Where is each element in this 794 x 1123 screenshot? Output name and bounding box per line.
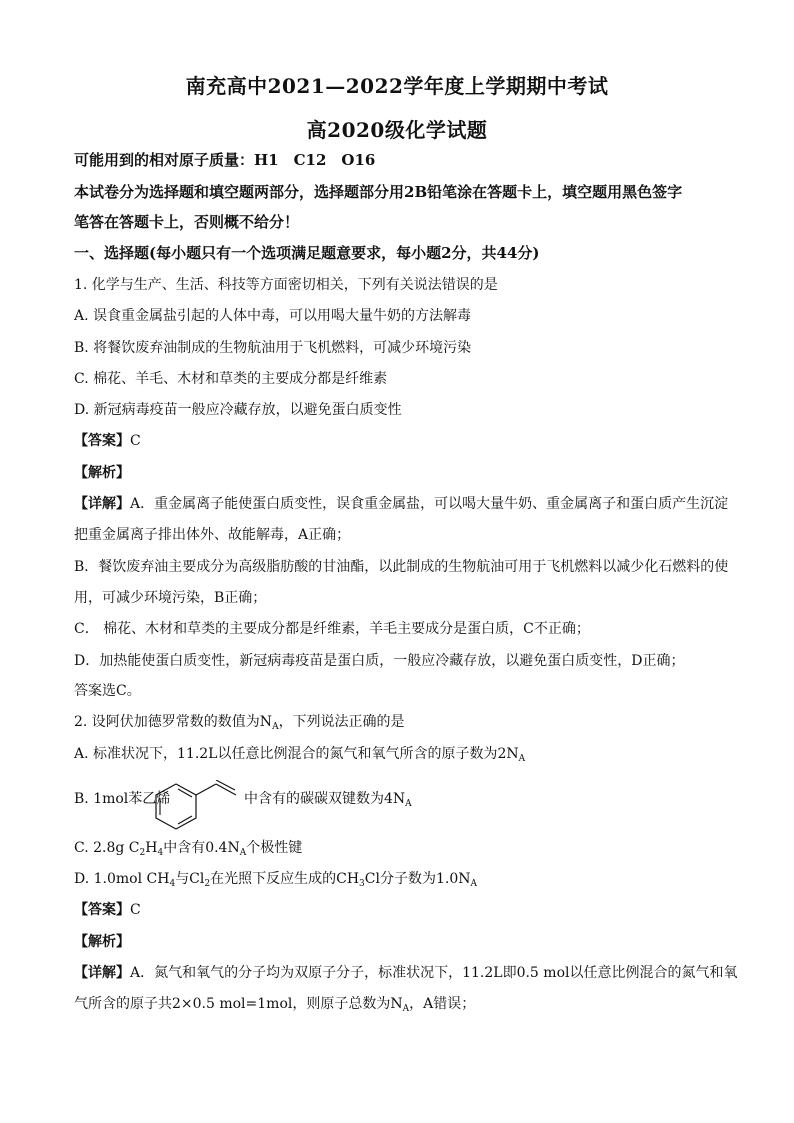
q2-option-d: D. 1.0mol $CH_4$与$Cl_2$在光照下反应生成的$CH_3Cl$分子数为$1.0N_A$ <box>74 871 477 889</box>
q2-option-b-prefix: B. 1mol苯乙烯 <box>74 791 171 807</box>
q1-stem: 1. 化学与生产、生活、科技等方面密切相关，下列有关说法错误的是 <box>74 277 498 293</box>
q1-option-c: C. 棉花、羊毛、木材和草类的主要成分都是纤维素 <box>74 371 388 387</box>
instructions-line-1: 本试卷分为选择题和填空题两部分，选择题部分用2B铅笔涂在答题卡上，填空题用黑色签字 <box>74 183 683 201</box>
q1-option-a: A. 误食重金属盐引起的人体中毒，可以用喝大量牛奶的方法解毒 <box>74 308 472 324</box>
q1-option-d: D. 新冠病毒疫苗一般应冷藏存放，以避免蛋白质变性 <box>74 402 402 418</box>
q2-option-c: C. 2.8g $C_2H_4$中含有$0.4N_A$个极性键 <box>74 840 303 858</box>
answer-tag: 【答案】 <box>74 433 130 449</box>
section-title: 一、选择题(每小题只有一个选项满足题意要求，每小题2分，共44分) <box>74 244 540 262</box>
q1-detail-a-1: 【详解】A．重金属离子能使蛋白质变性，误食重金属盐，可以喝大量牛奶、重金属离子和蛋白质产生沉淀 <box>74 496 729 512</box>
q1-detail-a-2: 把重金属离子排出体外、故能解毒，A正确； <box>74 527 351 543</box>
q1-answer-line <box>74 431 734 451</box>
exam-subtitle: 高2020级化学试题 <box>306 118 488 142</box>
q2-detail-a-2: 气所含的原子共2×0.5 mol=1mol，则原子总数为$N_A$，A错误； <box>74 996 476 1014</box>
q2-detail-a-1: 【详解】A．氮气和氧气的分子均为双原子分子，标准状况下，11.2L即0.5 mol以任意比例混合的氮气和氧 <box>74 965 738 981</box>
q1-answer: C <box>130 433 141 449</box>
q1-detail-d: D．加热能使蛋白质变性，新冠病毒疫苗是蛋白质，一般应冷藏存放，以避免蛋白质变性，D正确； <box>74 653 685 669</box>
detail-tag: 【详解】 <box>74 496 130 512</box>
q2-analysis-tag: 【解析】 <box>74 934 130 950</box>
instructions-line-2: 笔答在答题卡上，否则概不给分！ <box>74 213 300 231</box>
q2-option-b-suffix: 中含有的碳碳双键数为$4N_A$ <box>244 791 412 809</box>
styrene-structure-icon <box>134 780 244 840</box>
q1-option-b: B. 将餐饮废弃油制成的生物航油用于飞机燃料，可减少环境污染 <box>74 340 472 356</box>
q2-answer-line: 【答案】C <box>74 902 141 918</box>
q1-conclusion: 答案选C。 <box>74 683 141 699</box>
q1-detail-c: C． 棉花、木材和草类的主要成分都是纤维素，羊毛主要成分是蛋白质，C不正确； <box>74 621 590 637</box>
atomic-mass-line: 可能用到的相对原子质量：H1 C12 O16 <box>74 151 376 169</box>
q1-detail-b-1: B．餐饮废弃油主要成分为高级脂肪酸的甘油酯，以此制成的生物航油可用于飞机燃料以减少化石燃料的使 <box>74 559 729 575</box>
exam-title: 南充高中2021—2022学年度上学期期中考试 <box>185 74 609 98</box>
q1-detail-b-2: 用，可减少环境污染，B正确； <box>74 590 267 606</box>
q1-analysis-tag: 【解析】 <box>74 465 130 481</box>
q2-answer: C <box>130 902 141 918</box>
q2-stem: 2. 设阿伏加德罗常数的数值为$N_A$，下列说法正确的是 <box>74 714 405 732</box>
q2-option-a: A. 标准状况下，11.2L以任意比例混合的氮气和氧气所含的原子数为$2N_A$ <box>74 746 526 764</box>
